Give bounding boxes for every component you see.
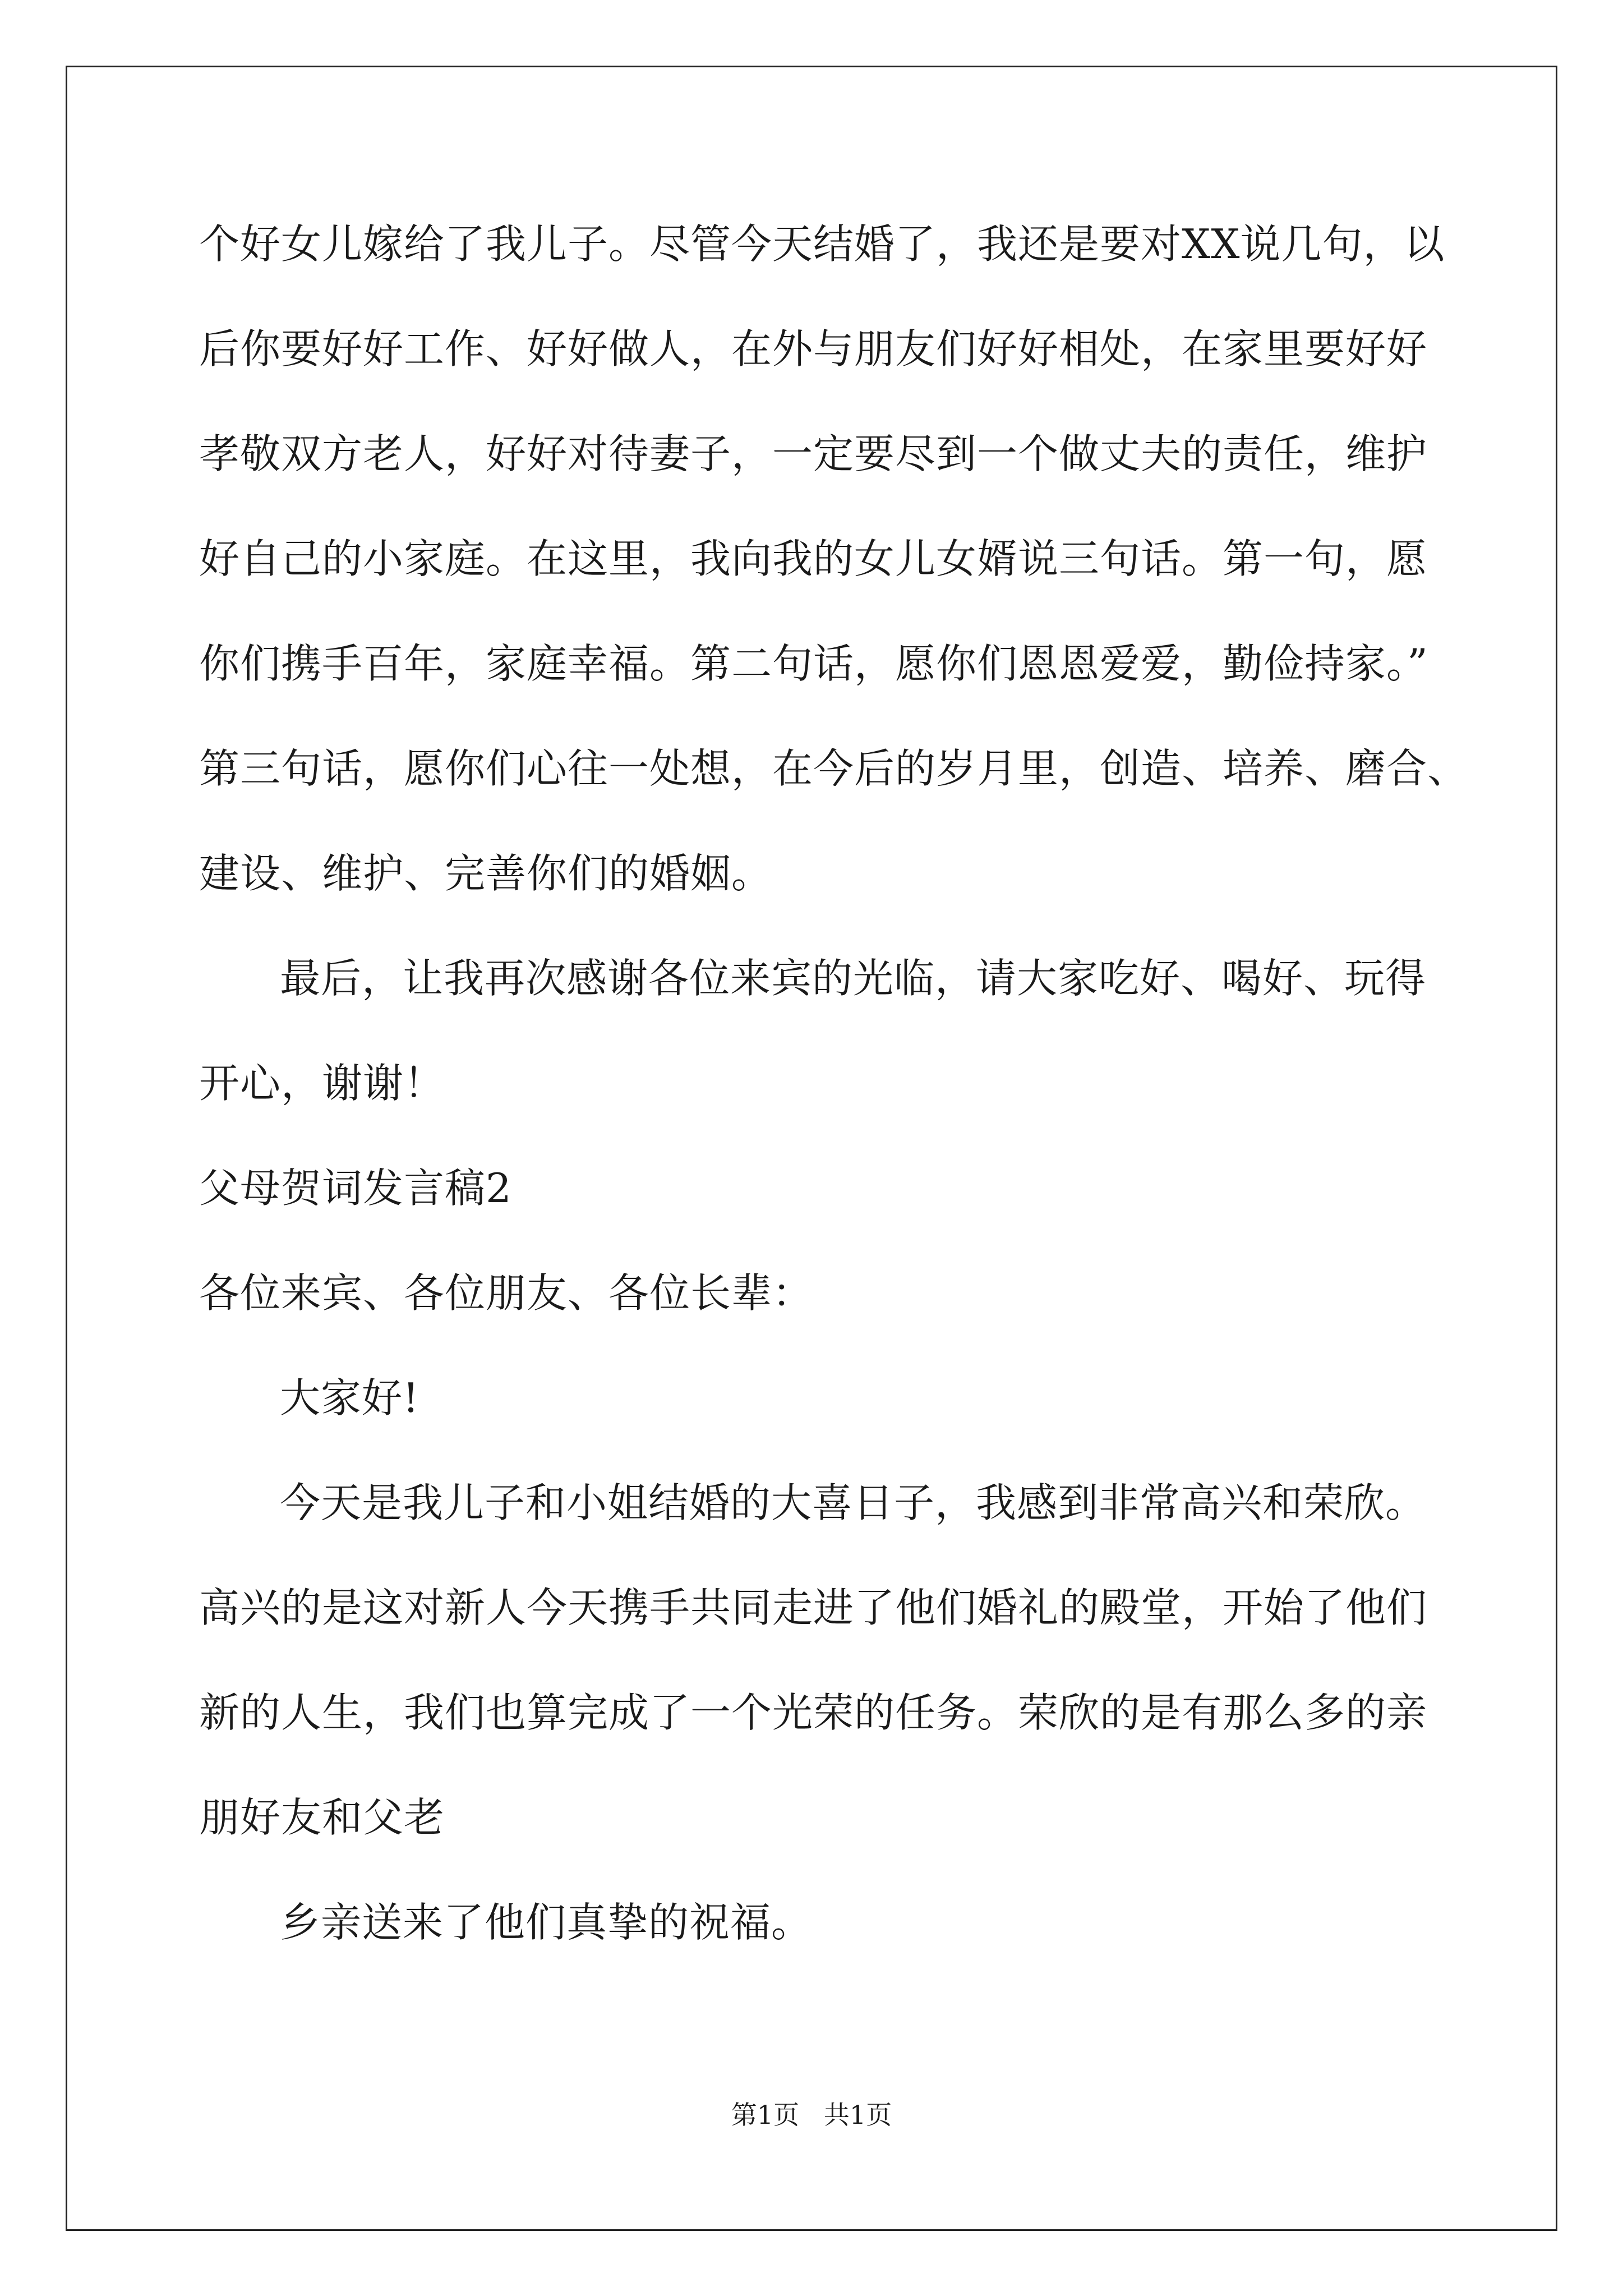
text-line: 朋好友和父老 <box>199 1794 445 1841</box>
text-line: 后你要好好工作、好好做人，在外与朋友们好好相处，在家里要好好 <box>199 325 1428 372</box>
text-line: 新的人生，我们也算完成了一个光荣的任务。荣欣的是有那么多的亲 <box>199 1689 1428 1736</box>
text-line: 开心，谢谢！ <box>199 1060 445 1107</box>
text-line: 个好女儿嫁给了我儿子。尽管今天结婚了，我还是要对XX说几句，以 <box>199 220 1445 268</box>
text-line: 好自己的小家庭。在这里，我向我的女儿女婿说三句话。第一句，愿 <box>199 535 1428 582</box>
salutation: 各位来宾、各位朋友、各位长辈： <box>199 1269 814 1317</box>
text-line: 今天是我儿子和小姐结婚的大喜日子，我感到非常高兴和荣欣。 <box>280 1479 1427 1526</box>
page-footer: 第1页 共1页 <box>731 2100 892 2130</box>
text-line: 孝敬双方老人，好好对待妻子，一定要尽到一个做丈夫的责任，维护 <box>199 430 1428 477</box>
section-heading: 父母贺词发言稿2 <box>199 1165 512 1212</box>
text-line: 最后，让我再次感谢各位来宾的光临，请大家吃好、喝好、玩得 <box>280 955 1427 1002</box>
text-line: 你们携手百年，家庭幸福。第二句话，愿你们恩恩爱爱，勤俭持家。” <box>199 640 1428 687</box>
text-line: 乡亲送来了他们真挚的祝福。 <box>280 1899 813 1946</box>
text-line: 建设、维护、完善你们的婚姻。 <box>199 850 773 897</box>
text-line: 第三句话，愿你们心往一处想，在今后的岁月里，创造、培养、磨合、 <box>199 745 1469 792</box>
text-line: 高兴的是这对新人今天携手共同走进了他们婚礼的殿堂，开始了他们 <box>199 1584 1428 1631</box>
document-body <box>199 210 1469 1994</box>
greeting: 大家好! <box>280 1374 419 1421</box>
